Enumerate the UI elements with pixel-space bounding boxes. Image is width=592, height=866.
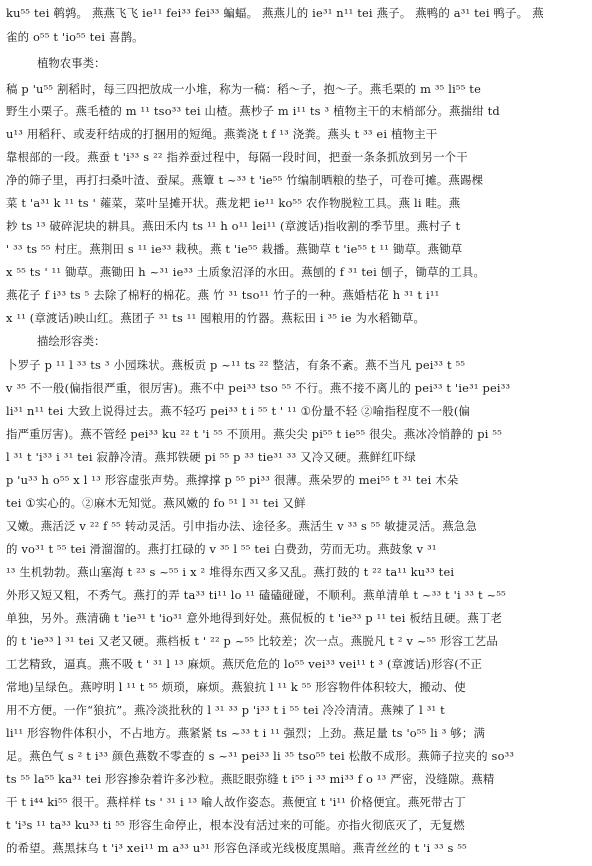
text-line: li¹¹ 形容物件体积小，不占地方。燕紧紧 ts ~³³ t i ¹¹ 强烈；上劲。燕足量 ts 'o⁵⁵ li ³ 够；满 bbox=[6, 726, 486, 740]
text-line: ¹³ 生机勃勃。燕山塞海 t ²³ s ~⁵⁵ i x ² 堆得东西又多又乱。燕打鼓的 t ²² ta¹¹ ku³³ tei bbox=[6, 565, 455, 579]
text-line: 稿 p 'u⁵⁵ 割稻时，每三四把放成一小堆，称为一稿：稻～子，抱～子。燕毛栗的 m ³⁵ li⁵⁵ te bbox=[6, 82, 482, 96]
text-line: 野生小栗子。燕毛楂的 m ¹¹ tso³³ tei 山楂。燕杪子 m i¹¹ ts ³ 植物主干的末梢部分。燕揣绀 td bbox=[6, 104, 500, 118]
text-line: 的希望。燕黑抹乌 t 'i³ xei¹¹ m a³³ u³¹ 形容色泽或光线极度黑暗。燕青丝丝的 t 'i ³³ s ⁵⁵ bbox=[6, 841, 467, 855]
text-line: 用不方便。一作“狼抗”。燕冷淡批秋的 l ³¹ ³³ p 'i³³ t i ⁵⁵ tei 冷冷清清。燕辣了 l ³¹ t bbox=[6, 703, 445, 717]
text-line: 指严重厉害)。燕不管经 pei³³ ku ²² t 'i ⁵⁵ 不顶用。燕尖尖 pi⁵⁵ t ie⁵⁵ 很尖。燕冰冷悄静的 pi ⁵⁵ bbox=[6, 427, 502, 441]
text-line: x ¹¹ (章渡话)映山红。燕团子 ³¹ ts ¹¹ 囤粮用的竹器。燕耘田 i ³⁵ ie 为水稻锄草。 bbox=[6, 311, 426, 325]
text-line: x ⁵⁵ ts ' ¹¹ 锄草。燕锄田 h ~³¹ ie³³ 土质象沼泽的水田。燕刨的 f ³¹ tei 刨子，锄草的工具。 bbox=[6, 265, 486, 279]
text-line: t 'i³s ¹¹ ta³³ ku³³ ti ⁵⁵ 形容生命停止，根本没有活过来的可能。亦指火彻底灭了，无复燃 bbox=[6, 818, 465, 832]
text-line: 干 t i⁴⁴ ki⁵⁵ 很干。燕样样 ts ' ³¹ i ¹³ 喻人故作姿态。燕便宜 t 'i¹¹ 价格便宜。燕死带古丁 bbox=[6, 795, 466, 809]
text-line: v ³⁵ 不一般(偏指很严重，很厉害)。燕不中 pei³³ tso ⁵⁵ 不行。燕不接不离儿的 pei³³ t 'ie³¹ pei³³ bbox=[6, 381, 511, 395]
text-line: 足。燕色气 s ² t i³³ 颜色燕数不零查的 s ~³¹ pei³³ li ³⁵ tso⁵⁵ tei 松散不成形。燕筛子拉夹的 so³³ bbox=[6, 749, 515, 763]
text-line: 靠根部的一段。燕蚕 t 'i³³ s ²² 指养蚕过程中，每隔一段时间，把蚕一条条抓放到另一个干 bbox=[6, 150, 468, 164]
text-line: 耖 ts ¹³ 破碎泥块的耕具。燕田禾内 ts ¹¹ h o¹¹ lei¹¹ (章渡话)指收割的季节里。燕村子 t bbox=[6, 219, 461, 233]
text-line: ts ⁵⁵ la⁵⁵ ka³¹ tei 形容掺杂着许多沙粒。燕眨眼弥缝 t i⁵⁵ i ³³ mi³³ f o ¹³ 严密，没缝隙。燕精 bbox=[6, 772, 495, 786]
text-line: 燕花子 f i³³ ts ⁵ 去除了棉籽的棉花。燕 竹 ³¹ tso¹¹ 竹子的一种。燕婚桔花 h ³¹ t i¹¹ bbox=[6, 288, 440, 302]
text-line: 的 t 'ie³³ l ³¹ tei 又老又硬。燕档板 t ' ²² p ~⁵⁵ 比较差；次一点。燕脱凡 t ² v ~⁵⁵ 形容工艺品 bbox=[6, 634, 498, 648]
text-line: 常地)呈绿色。燕哼明 l ¹¹ t ⁵⁵ 烦琐，麻烦。燕狼抗 l ¹¹ k ⁵⁵ 形容物件体积较大，搬动、使 bbox=[6, 680, 466, 694]
text-line: p 'u³³ h o⁵⁵ x l ¹³ 形容虚张声势。燕撑撑 p ⁵⁵ pi³³ 很薄。燕朵罗的 mei⁵⁵ t ³¹ tei 木朵 bbox=[6, 473, 459, 487]
text-line: 外形又短又粗，不秀气。燕打的弄 ta³³ ti¹¹ lo ¹¹ 磕磕碰碰，不顺利。燕单清单 t ~³³ t 'i ³³ t ~⁵⁵ bbox=[6, 588, 506, 602]
text-line: ku⁵⁵ tei 鹌鹑。 燕燕飞飞 ie¹¹ fei³³ fei³³ 蝙蝠。 燕燕儿的 ie³¹ n¹¹ tei 燕子。 燕鸭的 a³¹ tei 鸭子。 燕 bbox=[6, 6, 544, 20]
text-line: ' ³³ ts ⁵⁵ 村庄。燕荆田 s ¹¹ ie³³ 栽秧。燕 t 'ie⁵⁵ 栽播。燕锄草 t 'ie⁵⁵ t ¹¹ 锄草。燕锄草 bbox=[6, 242, 463, 256]
text-line: tei ①实心的。②麻木无知觉。燕风嫩的 fo ⁵¹ l ³¹ tei 又鲜 bbox=[6, 496, 306, 510]
text-line: 雀的 o⁵⁵ t 'io⁵⁵ tei 喜鹊。 bbox=[6, 30, 144, 44]
text-line: l ³¹ t 'i³³ i ³¹ tei 寂静冷清。燕邦铁硬 pi ⁵⁵ p ³³ tie³¹ ³³ 又冷又硬。燕鲜红吓绿 bbox=[6, 450, 417, 464]
text-line: 单独，另外。燕清确 t 'ie³¹ t 'io³¹ 意外地得到好处。燕侃板的 t 'ie³³ p ¹¹ tei 板结且硬。燕丁老 bbox=[6, 611, 503, 625]
text-line: 卜罗子 p ¹¹ l ³³ ts ³ 小园珠状。燕板贡 p ~¹¹ ts ²² 整洁，有条不紊。燕不当凡 pei³³ t ⁵⁵ bbox=[6, 358, 466, 372]
text-line: 净的筛子里，再打扫桑叶渣、蚕屎。燕簟 t ~³³ t 'ie⁵⁵ 竹编制晒粮的垫子，可卷可摊。燕踢棵 bbox=[6, 173, 484, 187]
text-line: li³¹ n¹¹ tei 大致上说得过去。燕不轻巧 pei³³ t i ⁵⁵ t ' ¹¹ ①份量不轻 ②喻指程度不一般(偏 bbox=[6, 404, 471, 418]
text-line: 的 vo³¹ t ⁵⁵ tei 滑溜溜的。燕打扛碌的 v ³⁵ l ⁵⁵ tei 白费劲，劳而无功。燕鼓象 v ³¹ bbox=[6, 542, 437, 556]
text-line: 工艺精致，逼真。燕不吸 t ' ³¹ l ¹³ 麻烦。燕厌危危的 lo⁵⁵ vei³³ vei¹¹ t ³ (章渡话)形容(不正 bbox=[6, 657, 483, 671]
section-heading-descriptive: 描绘形容类： bbox=[37, 334, 106, 348]
text-line: 又嫩。燕活泛 v ²² f ⁵⁵ 转动灵活。引申指办法、途径多。燕活生 v ³³ s ⁵⁵ 敏捷灵活。燕急急 bbox=[6, 519, 477, 533]
section-heading-plants-farming: 植物农事类： bbox=[37, 56, 106, 70]
text-line: 菜 t 'a³¹ k ¹¹ ts ' 蕹菜，菜叶呈摊开状。燕龙耙 ie¹¹ ko⁵⁵ 农作物脱粒工具。燕 li 畦。燕 bbox=[6, 196, 461, 210]
text-line: u¹³ 用稻秆、或麦秆结成的打捆用的短绳。燕粪浇 t f ¹³ 浇粪。燕头 t ³³ ei 植物主干 bbox=[6, 127, 438, 141]
